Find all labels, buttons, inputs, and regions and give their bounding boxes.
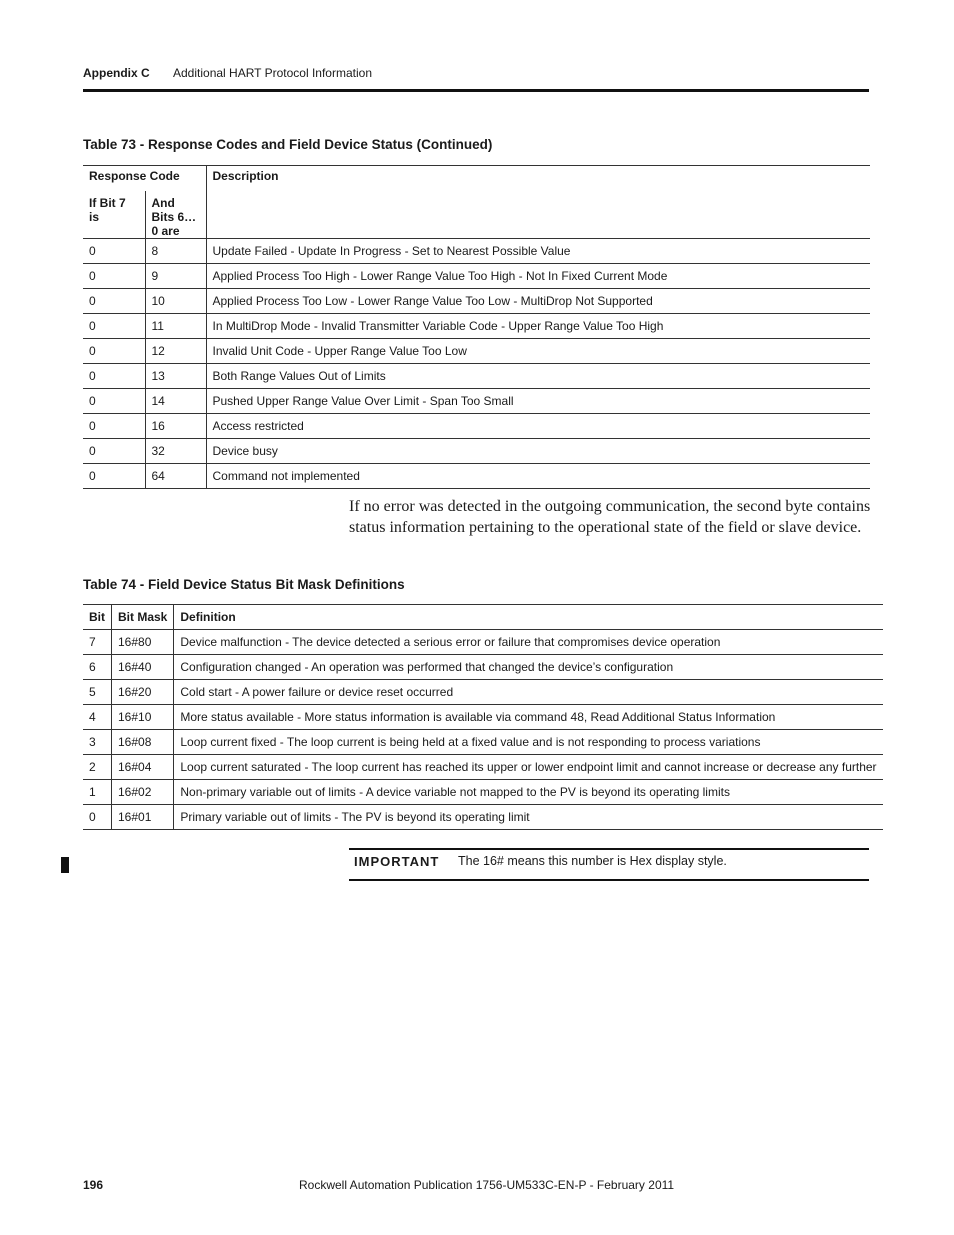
cell-desc: Applied Process Too Low - Lower Range Value Too Low - MultiDrop Not Supported bbox=[206, 289, 870, 314]
col-response-code: Response Code bbox=[83, 166, 206, 192]
table-row bbox=[83, 264, 870, 289]
cell-def: Configuration changed - An operation was performed that changed the device’s configuration bbox=[174, 655, 883, 680]
cell-mask: 16#40 bbox=[112, 655, 174, 680]
cell-bit: 1 bbox=[83, 780, 112, 805]
cell-bit7: 0 bbox=[83, 439, 145, 464]
body-paragraph: If no error was detected in the outgoing communication, the second byte contains status information pertaining to the operational state of the field or slave device. bbox=[349, 498, 871, 536]
important-bottom-rule bbox=[349, 879, 869, 881]
cell-bit: 2 bbox=[83, 755, 112, 780]
important-top-rule bbox=[349, 848, 869, 850]
cell-mask: 16#01 bbox=[112, 805, 174, 830]
cell-bits: 12 bbox=[145, 339, 206, 364]
cell-bits: 13 bbox=[145, 364, 206, 389]
cell-bits: 9 bbox=[145, 264, 206, 289]
important-label: IMPORTANT bbox=[354, 854, 440, 869]
cell-bit7: 0 bbox=[83, 389, 145, 414]
table73-caption: Table 73 - Response Codes and Field Device Status (Continued) bbox=[83, 137, 493, 152]
cell-def: Loop current fixed - The loop current is being held at a fixed value and is not responding to process variations bbox=[174, 730, 883, 755]
table-row bbox=[83, 755, 883, 780]
cell-bits: 32 bbox=[145, 439, 206, 464]
cell-def: More status available - More status information is available via command 48, Read Additional Status Information bbox=[174, 705, 883, 730]
col-description: Description bbox=[206, 166, 870, 239]
cell-desc: Pushed Upper Range Value Over Limit - Span Too Small bbox=[206, 389, 870, 414]
cell-bit7: 0 bbox=[83, 239, 145, 264]
cell-desc: Both Range Values Out of Limits bbox=[206, 364, 870, 389]
table-row bbox=[83, 805, 883, 830]
cell-def: Device malfunction - The device detected a serious error or failure that compromises device operation bbox=[174, 630, 883, 655]
table-row bbox=[83, 389, 870, 414]
table-row bbox=[83, 414, 870, 439]
cell-mask: 16#80 bbox=[112, 630, 174, 655]
cell-bits: 10 bbox=[145, 289, 206, 314]
header-title: Additional HART Protocol Information bbox=[173, 66, 372, 80]
cell-mask: 16#02 bbox=[112, 780, 174, 805]
cell-mask: 16#08 bbox=[112, 730, 174, 755]
cell-bits: 14 bbox=[145, 389, 206, 414]
important-text: The 16# means this number is Hex display style. bbox=[458, 854, 727, 868]
col-and-bits: And Bits 6…0 are bbox=[145, 191, 206, 239]
cell-mask: 16#04 bbox=[112, 755, 174, 780]
cell-bit7: 0 bbox=[83, 314, 145, 339]
cell-desc: Access restricted bbox=[206, 414, 870, 439]
table-row bbox=[83, 680, 883, 705]
status-bitmask-table bbox=[83, 604, 883, 830]
cell-desc: Update Failed - Update In Progress - Set to Nearest Possible Value bbox=[206, 239, 870, 264]
cell-def: Cold start - A power failure or device reset occurred bbox=[174, 680, 883, 705]
cell-bit: 7 bbox=[83, 630, 112, 655]
table-row bbox=[83, 630, 883, 655]
cell-bits: 11 bbox=[145, 314, 206, 339]
cell-bits: 16 bbox=[145, 414, 206, 439]
cell-desc: Applied Process Too High - Lower Range Value Too High - Not In Fixed Current Mode bbox=[206, 264, 870, 289]
table-row bbox=[83, 314, 870, 339]
cell-bit7: 0 bbox=[83, 289, 145, 314]
cell-bit7: 0 bbox=[83, 464, 145, 489]
col-definition: Definition bbox=[174, 605, 883, 630]
header-rule bbox=[83, 89, 869, 92]
publication-info: Rockwell Automation Publication 1756-UM533C-EN-P - February 2011 bbox=[299, 1178, 675, 1192]
cell-bit7: 0 bbox=[83, 339, 145, 364]
table74-caption: Table 74 - Field Device Status Bit Mask Definitions bbox=[83, 577, 405, 592]
table-row bbox=[83, 289, 870, 314]
cell-def: Loop current saturated - The loop current has reached its upper or lower endpoint limit and cannot increase or decrease any further bbox=[174, 755, 883, 780]
table-row bbox=[83, 439, 870, 464]
cell-desc: Device busy bbox=[206, 439, 870, 464]
table-row bbox=[83, 339, 870, 364]
change-bar bbox=[61, 857, 69, 873]
table-row bbox=[83, 730, 883, 755]
cell-desc: Invalid Unit Code - Upper Range Value Too Low bbox=[206, 339, 870, 364]
cell-bit: 6 bbox=[83, 655, 112, 680]
table-row bbox=[83, 655, 883, 680]
table-row bbox=[83, 464, 870, 489]
header-appendix: Appendix C bbox=[83, 66, 150, 80]
cell-bits: 8 bbox=[145, 239, 206, 264]
cell-bit7: 0 bbox=[83, 264, 145, 289]
cell-bit: 3 bbox=[83, 730, 112, 755]
response-codes-body bbox=[83, 239, 870, 489]
cell-desc: In MultiDrop Mode - Invalid Transmitter Variable Code - Upper Range Value Too High bbox=[206, 314, 870, 339]
cell-bit: 4 bbox=[83, 705, 112, 730]
cell-def: Non-primary variable out of limits - A device variable not mapped to the PV is beyond its operating limits bbox=[174, 780, 883, 805]
col-bit: Bit bbox=[83, 605, 112, 630]
page-number: 196 bbox=[83, 1178, 104, 1192]
cell-bit7: 0 bbox=[83, 414, 145, 439]
col-bit-mask: Bit Mask bbox=[112, 605, 174, 630]
cell-bit7: 0 bbox=[83, 364, 145, 389]
table-row bbox=[83, 780, 883, 805]
status-bitmask-body bbox=[83, 630, 883, 830]
cell-desc: Command not implemented bbox=[206, 464, 870, 489]
table-row bbox=[83, 239, 870, 264]
cell-def: Primary variable out of limits - The PV is beyond its operating limit bbox=[174, 805, 883, 830]
cell-bit: 0 bbox=[83, 805, 112, 830]
cell-bits: 64 bbox=[145, 464, 206, 489]
table-row bbox=[83, 705, 883, 730]
cell-mask: 16#20 bbox=[112, 680, 174, 705]
table-row bbox=[83, 364, 870, 389]
cell-mask: 16#10 bbox=[112, 705, 174, 730]
header-block bbox=[83, 66, 372, 80]
col-if-bit7: If Bit 7 is bbox=[83, 191, 145, 239]
response-codes-table bbox=[83, 165, 870, 489]
cell-bit: 5 bbox=[83, 680, 112, 705]
